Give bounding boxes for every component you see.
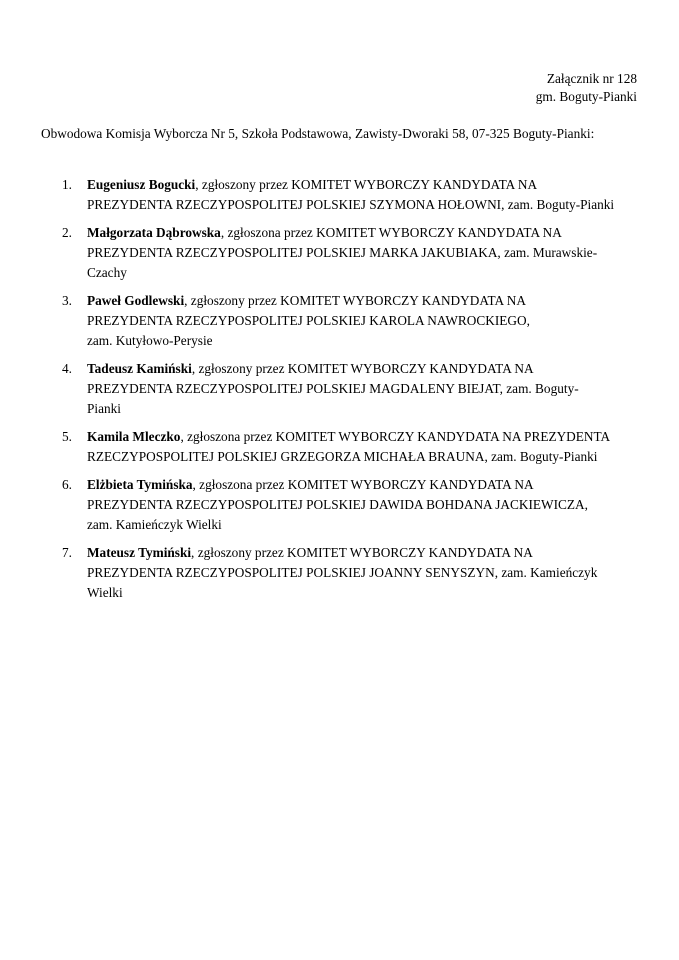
member-committee-start: , zgłoszona przez KOMITET WYBORCZY KANDYDATA NA — [192, 477, 534, 492]
list-item — [0, 359, 642, 419]
list-item — [0, 543, 642, 603]
item-number: 3. — [62, 293, 72, 308]
member-name: Mateusz Tymiński — [87, 545, 192, 560]
list-item — [0, 427, 642, 467]
member-committee-start: , zgłoszony przez KOMITET WYBORCZY KANDYDATA NA — [195, 177, 538, 192]
member-committee-start: , zgłoszony przez KOMITET WYBORCZY KANDYDATA NA — [191, 545, 533, 560]
item-number: 1. — [62, 177, 72, 192]
item-line-3: zam. Kamieńczyk Wielki — [87, 517, 222, 532]
member-name: Tadeusz Kamiński — [87, 361, 192, 376]
list-item — [0, 223, 642, 283]
attachment-number: Załącznik nr 128 — [546, 71, 637, 86]
item-line-2: PREZYDENTA RZECZYPOSPOLITEJ POLSKIEJ DAWIDA BOHDANA JACKIEWICZA, — [87, 497, 588, 512]
item-line-3: Pianki — [87, 401, 121, 416]
item-number: 5. — [62, 429, 72, 444]
list-item — [0, 175, 642, 215]
item-line-2: PREZYDENTA RZECZYPOSPOLITEJ POLSKIEJ MAGDALENY BIEJAT, zam. Boguty- — [87, 381, 579, 396]
item-number: 2. — [62, 225, 72, 240]
member-name: Eugeniusz Bogucki — [87, 177, 196, 192]
member-committee-start: , zgłoszona przez KOMITET WYBORCZY KANDYDATA NA — [220, 225, 562, 240]
list-item — [0, 475, 642, 535]
commission-title: Obwodowa Komisja Wyborcza Nr 5, Szkoła Podstawowa, Zawisty-Dworaki 58, 07-325 Boguty-Pianki: — [41, 126, 595, 141]
item-line-2: RZECZYPOSPOLITEJ POLSKIEJ GRZEGORZA MICHAŁA BRAUNA, zam. Boguty-Pianki — [87, 449, 598, 464]
member-committee-start: , zgłoszony przez KOMITET WYBORCZY KANDYDATA NA — [191, 361, 534, 376]
member-name: Elżbieta Tymińska — [87, 477, 193, 492]
member-list — [0, 175, 679, 611]
item-line-1 — [87, 223, 642, 243]
item-line-1 — [87, 475, 642, 495]
member-name: Kamila Mleczko — [87, 429, 181, 444]
item-line-2: PREZYDENTA RZECZYPOSPOLITEJ POLSKIEJ KAROLA NAWROCKIEGO, — [87, 313, 530, 328]
item-line-2: PREZYDENTA RZECZYPOSPOLITEJ POLSKIEJ MARKA JAKUBIAKA, zam. Murawskie- — [87, 245, 598, 260]
item-line-2: PREZYDENTA RZECZYPOSPOLITEJ POLSKIEJ JOANNY SENYSZYN, zam. Kamieńczyk — [87, 565, 598, 580]
list-item — [0, 291, 642, 351]
municipality-name: gm. Boguty-Pianki — [535, 89, 637, 104]
item-number: 6. — [62, 477, 72, 492]
item-line-1 — [87, 175, 642, 195]
member-name: Małgorzata Dąbrowska — [87, 225, 221, 240]
member-committee-start: , zgłoszona przez KOMITET WYBORCZY KANDYDATA NA PREZYDENTA — [180, 429, 611, 444]
member-committee-start: , zgłoszony przez KOMITET WYBORCZY KANDYDATA NA — [184, 293, 526, 308]
item-line-1 — [87, 543, 642, 563]
item-line-3: Czachy — [87, 265, 127, 280]
item-line-1 — [87, 291, 642, 311]
item-number: 4. — [62, 361, 72, 376]
item-line-2: PREZYDENTA RZECZYPOSPOLITEJ POLSKIEJ SZYMONA HOŁOWNI, zam. Boguty-Pianki — [87, 197, 615, 212]
attachment-header — [536, 70, 637, 106]
item-number: 7. — [62, 545, 72, 560]
item-line-1 — [87, 359, 642, 379]
member-name: Paweł Godlewski — [87, 293, 185, 308]
item-line-3: zam. Kutyłowo-Perysie — [87, 333, 213, 348]
item-line-1 — [87, 427, 642, 447]
item-line-3: Wielki — [87, 585, 123, 600]
